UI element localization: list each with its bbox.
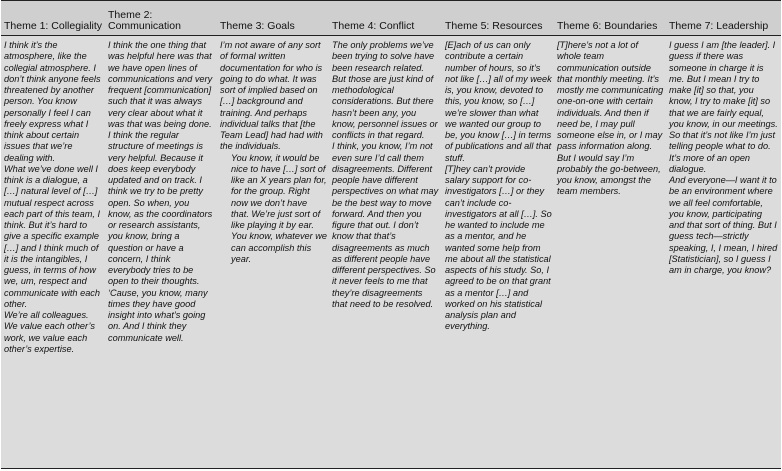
cell-leadership [666, 36, 781, 469]
cell-collegiality [1, 36, 105, 469]
quote-leadership-1: I guess I am [the leader]. I guess if there was someone in charge it is me. But I mean I try to make [it] so that, you know, I try to make [it] so that we are fairly equal, you know, in our meetings. So that it’s not like I’m just telling people what to do. It’s more of an open dialogue. [669, 40, 778, 174]
quote-collegiality-3: We’re all colleagues. We value each other’s work, we value each other’s expertise. [4, 310, 95, 354]
cell-resources [442, 36, 554, 469]
cell-goals [217, 36, 329, 469]
quote-conflict-2: I think, you know, I’m not even sure I’d call them disagreements. Different people have different perspectives on what may be the best way to move forward. And then you figure that out. I don’t know that that’s disagreements as much as different people have different perspectives. So it never feels to me that they’re disagreements that need to be resolved. [332, 141, 439, 309]
quote-communication-1: I think the one thing that was helpful here was that we have open lines of communications and very frequent [communication] such that it was always very clear about what it was that was being done. [108, 40, 213, 129]
quote-boundaries-2: But I would say I’m probably the go-between, you know, amongst the team members. [557, 152, 661, 197]
cell-communication [105, 36, 217, 469]
quote-collegiality-2: What we’ve done well I think is a dialogue, a […] natural level of […] mutual respect across each part of this team, I think. But it’s hard to give a specific example […] and I think much of it is the intangibles, I guess, in terms of how we, um, respect and communicate with each other. [4, 163, 101, 309]
quote-goals-1: I’m not aware of any sort of formal written documentation for who is going to do what. It was sort of implied based on […] background and training. And perhaps individual talks that [the Team Lead] had had with the individuals. [220, 40, 323, 152]
cell-boundaries [554, 36, 666, 469]
cell-conflict [329, 36, 442, 469]
header-theme-7: Theme 7: Leadership [666, 1, 781, 36]
header-theme-5: Theme 5: Resources [442, 1, 554, 36]
quote-leadership-2: And everyone—I want it to be an environment where we all feel comfortable, you know, participating and that sort of thing. But I guess tech—strictly speaking, I, I mean, I hired [Statistician], so I guess I am in charge, you know? [669, 175, 778, 275]
header-theme-6: Theme 6: Boundaries [554, 1, 666, 36]
header-theme-2: Theme 2: Communication [105, 1, 217, 36]
quote-collegiality-1: I think it’s the atmosphere, like the collegial atmosphere. I don’t think anyone feels threatened by another person. You know personally I feel I can freely express what I think about certain issues that we’re dealing with. [4, 40, 101, 163]
quote-boundaries-1: [T]here’s not a lot of whole team communication outside that monthly meeting. It’s mostly me communicating one-on-one with certain individuals. And then if need be, I may pull someone else in, or I may pass information along. [557, 40, 664, 152]
quote-resources-1: [E]ach of us can only contribute a certain number of hours, so it’s not like […] all of my week is, you know, devoted to this, you know, so […] we’re slower than what we wanted our group to be, you know […] in terms of publications and all that stuff. [445, 40, 552, 163]
header-theme-4: Theme 4: Conflict [329, 1, 442, 36]
quote-conflict-1: The only problems we’ve been trying to solve have been research related. But those are just kind of methodological considerations. But there hasn’t been any, you know, personnel issues or conflicts in that regard. [332, 40, 438, 140]
quote-resources-2: [T]hey can’t provide salary support for co-investigators […] or they can’t include co-investigators at all […]. So he wanted to include me as a mentor, and he wanted some help from me about all the statistical aspects of his study. So, I agreed to be on that grant as a mentor […] and worked on his statistical analysis plan and everything. [445, 163, 552, 332]
header-theme-1: Theme 1: Collegiality [1, 1, 105, 36]
header-row [1, 1, 781, 36]
quotes-row [1, 36, 781, 469]
header-theme-3: Theme 3: Goals [217, 1, 329, 36]
quote-communication-2: I think the regular structure of meetings is very helpful. Because it does keep everybody updated and on track. I think we try to be pretty open. So when, you know, as the coordinators or research assistants, you know, bring a question or have a concern, I think everybody tries to be open to their thoughts. ‘Cause, you know, many times they have good insight into what’s going on. And I think they communicate well. [108, 130, 213, 343]
quote-goals-2: You know, it would be nice to have […] sort of like an X years plan for, for the group. Right now we don’t have that. We’re just sort of like playing it by ear. You know, whatever we can accomplish this year. [231, 152, 328, 264]
themes-table [1, 0, 781, 469]
